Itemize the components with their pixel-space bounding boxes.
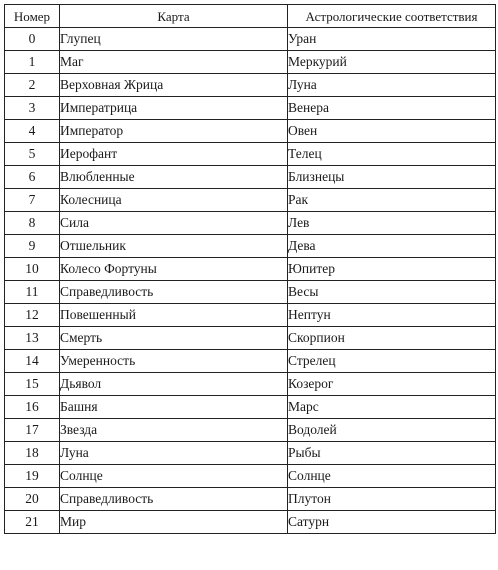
header-number: Номер	[5, 5, 60, 28]
table-row	[5, 488, 496, 511]
table-row	[5, 281, 496, 304]
table-row	[5, 396, 496, 419]
cell-number: 7	[5, 189, 60, 212]
table-row	[5, 327, 496, 350]
cell-number: 4	[5, 120, 60, 143]
cell-number: 8	[5, 212, 60, 235]
cell-number: 14	[5, 350, 60, 373]
cell-number: 21	[5, 511, 60, 534]
table-row	[5, 51, 496, 74]
table-row	[5, 350, 496, 373]
cell-astro: Скорпион	[288, 327, 496, 350]
cell-astro: Дева	[288, 235, 496, 258]
header-astro: Астрологические соответствия	[288, 5, 496, 28]
cell-card: Мир	[60, 511, 288, 534]
cell-number: 17	[5, 419, 60, 442]
cell-astro: Уран	[288, 28, 496, 51]
cell-number: 1	[5, 51, 60, 74]
cell-number: 11	[5, 281, 60, 304]
cell-number: 20	[5, 488, 60, 511]
cell-number: 3	[5, 97, 60, 120]
cell-number: 15	[5, 373, 60, 396]
cell-number: 9	[5, 235, 60, 258]
cell-card: Колесница	[60, 189, 288, 212]
table-row	[5, 97, 496, 120]
cell-card: Сила	[60, 212, 288, 235]
cell-astro: Стрелец	[288, 350, 496, 373]
cell-card: Императрица	[60, 97, 288, 120]
cell-card: Колесо Фортуны	[60, 258, 288, 281]
header-card: Карта	[60, 5, 288, 28]
table-row	[5, 373, 496, 396]
cell-number: 6	[5, 166, 60, 189]
table-row	[5, 419, 496, 442]
cell-card: Глупец	[60, 28, 288, 51]
table-row	[5, 143, 496, 166]
cell-astro: Сатурн	[288, 511, 496, 534]
cell-card: Справедливость	[60, 488, 288, 511]
cell-number: 13	[5, 327, 60, 350]
cell-astro: Весы	[288, 281, 496, 304]
cell-card: Иерофант	[60, 143, 288, 166]
cell-astro: Лев	[288, 212, 496, 235]
table-row	[5, 258, 496, 281]
table-row	[5, 442, 496, 465]
cell-astro: Близнецы	[288, 166, 496, 189]
tarot-correspondence-table	[4, 4, 496, 534]
table-row	[5, 465, 496, 488]
cell-number: 2	[5, 74, 60, 97]
cell-astro: Рыбы	[288, 442, 496, 465]
cell-astro: Меркурий	[288, 51, 496, 74]
table-row	[5, 74, 496, 97]
cell-card: Смерть	[60, 327, 288, 350]
cell-astro: Овен	[288, 120, 496, 143]
cell-card: Дьявол	[60, 373, 288, 396]
cell-number: 16	[5, 396, 60, 419]
cell-number: 18	[5, 442, 60, 465]
cell-astro: Козерог	[288, 373, 496, 396]
cell-card: Отшельник	[60, 235, 288, 258]
cell-card: Верховная Жрица	[60, 74, 288, 97]
cell-astro: Венера	[288, 97, 496, 120]
table-row	[5, 212, 496, 235]
cell-astro: Луна	[288, 74, 496, 97]
cell-astro: Телец	[288, 143, 496, 166]
cell-number: 12	[5, 304, 60, 327]
table-row	[5, 304, 496, 327]
cell-card: Повешенный	[60, 304, 288, 327]
table-row	[5, 28, 496, 51]
table-row	[5, 189, 496, 212]
cell-astro: Марс	[288, 396, 496, 419]
cell-card: Башня	[60, 396, 288, 419]
table-row	[5, 511, 496, 534]
cell-card: Император	[60, 120, 288, 143]
table-header-row	[5, 5, 496, 28]
cell-astro: Нептун	[288, 304, 496, 327]
cell-astro: Солнце	[288, 465, 496, 488]
cell-card: Умеренность	[60, 350, 288, 373]
cell-card: Влюбленные	[60, 166, 288, 189]
cell-number: 0	[5, 28, 60, 51]
cell-astro: Плутон	[288, 488, 496, 511]
cell-number: 19	[5, 465, 60, 488]
cell-card: Справедливость	[60, 281, 288, 304]
table-row	[5, 235, 496, 258]
cell-number: 5	[5, 143, 60, 166]
cell-card: Маг	[60, 51, 288, 74]
cell-card: Солнце	[60, 465, 288, 488]
cell-number: 10	[5, 258, 60, 281]
cell-astro: Водолей	[288, 419, 496, 442]
cell-astro: Юпитер	[288, 258, 496, 281]
table-row	[5, 166, 496, 189]
table-row	[5, 120, 496, 143]
cell-astro: Рак	[288, 189, 496, 212]
cell-card: Луна	[60, 442, 288, 465]
cell-card: Звезда	[60, 419, 288, 442]
